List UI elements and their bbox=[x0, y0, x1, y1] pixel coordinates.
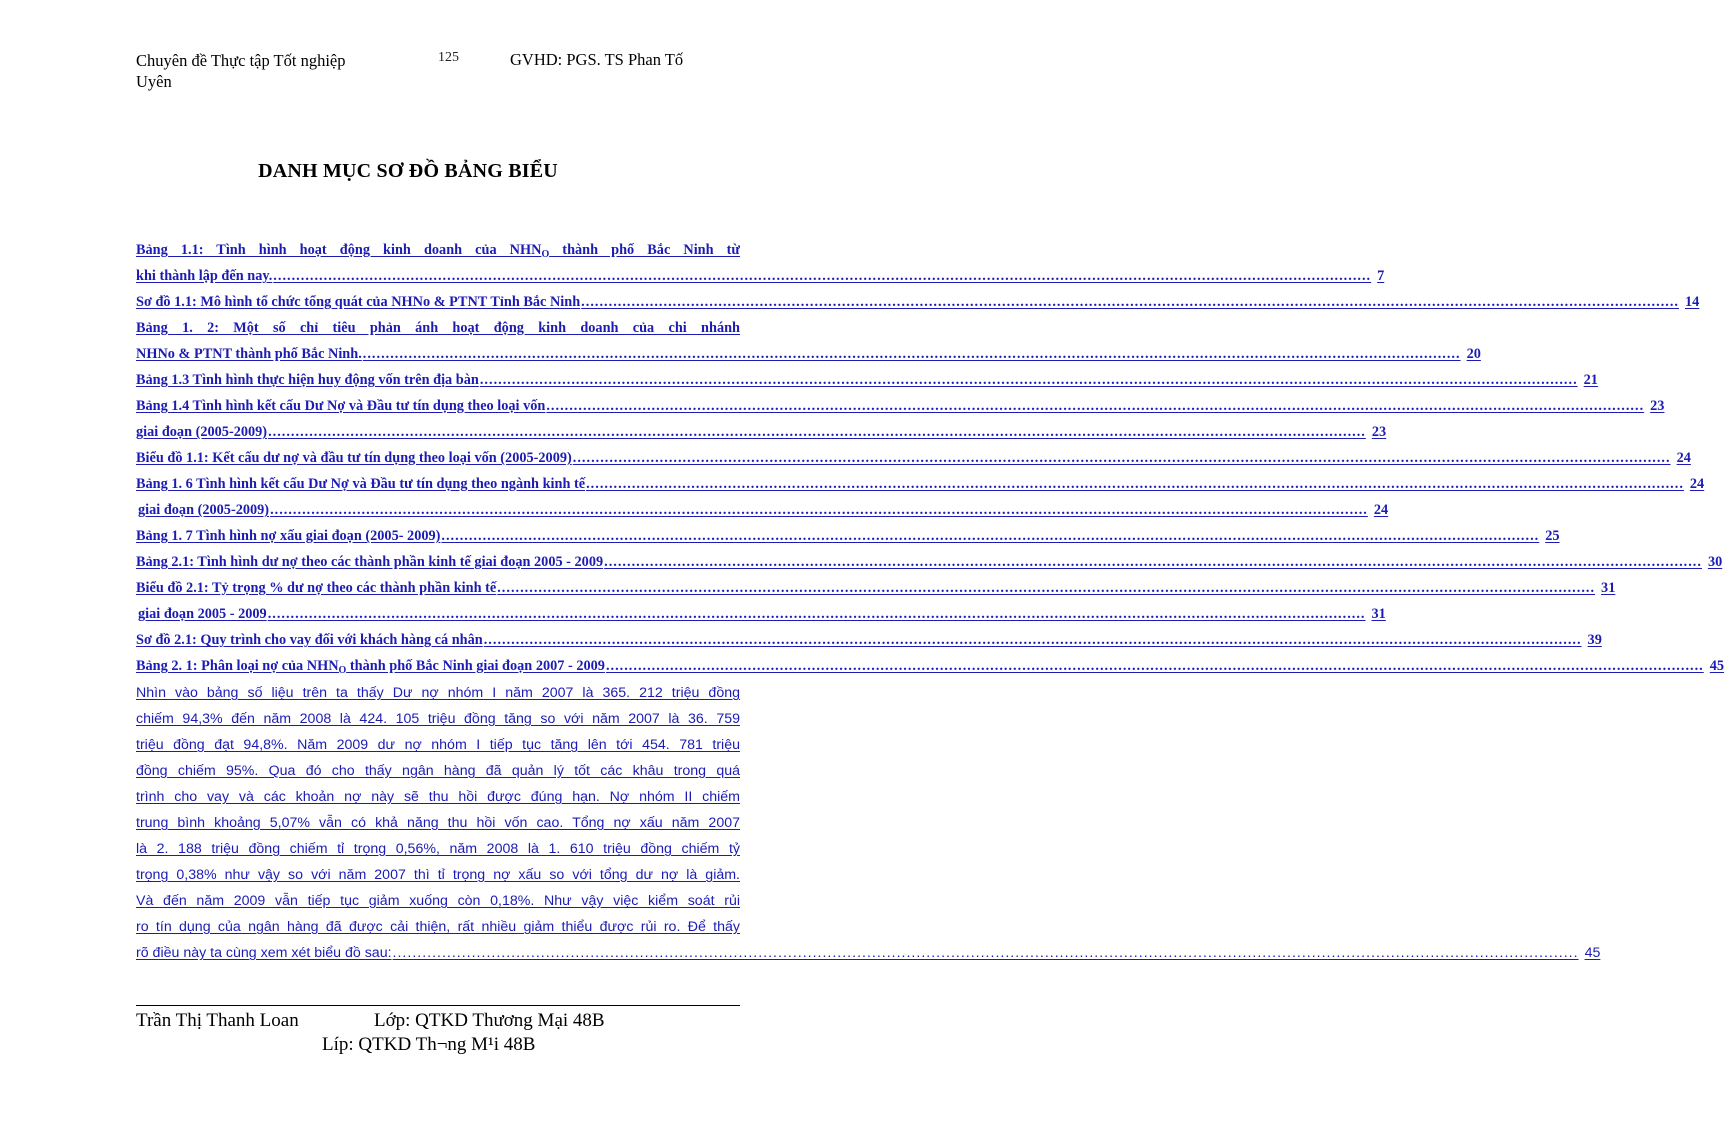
footer-class-label-duplicate: Líp: QTKD Th¬ng M¹i 48B bbox=[322, 1034, 536, 1055]
toc-entry[interactable] bbox=[136, 233, 740, 259]
toc-entry[interactable] bbox=[136, 493, 1389, 519]
toc-entry-title-part: thành phố Bắc Ninh từ bbox=[549, 242, 740, 258]
toc-entry-title: Bảng 1. 2: Một số chỉ tiêu phản ánh hoạt động kinh doanh của chi nhánh bbox=[136, 320, 740, 336]
paragraph-text: trung bình khoảng 5,07% vẫn có khả năng thu hồi vốn cao. Tổng nợ xấu năm 2007 bbox=[136, 815, 740, 831]
toc-entry-title: Bảng 2.1: Tình hình dư nợ theo các thành phần kinh tế giai đoạn 2005 - 2009 bbox=[136, 554, 604, 570]
toc-leader-dots bbox=[604, 554, 1702, 571]
header-left-line2: Uyên bbox=[136, 72, 172, 91]
toc-leader-dots bbox=[441, 528, 1539, 545]
toc-entry-title: NHNo & PTNT thành phố Bắc Ninh. bbox=[136, 346, 362, 362]
toc-entry[interactable] bbox=[136, 597, 1386, 623]
toc-leader-dots bbox=[581, 294, 1679, 311]
toc-paragraph-line[interactable] bbox=[136, 883, 740, 909]
footer-class-label: Lớp: QTKD Thương Mại 48B bbox=[374, 1010, 605, 1031]
toc-entry-title: giai đoạn (2005-2009) bbox=[138, 502, 270, 518]
toc-entry-title: Sơ đồ 2.1: Quy trình cho vay đối với khách hàng cá nhân bbox=[136, 632, 483, 648]
toc-entry-title bbox=[136, 242, 740, 259]
toc-leader-dots bbox=[484, 632, 1582, 649]
page-title: DANH MỤC SƠ ĐỒ BẢNG BIỂU bbox=[258, 160, 558, 182]
toc-paragraph-line[interactable] bbox=[136, 935, 1601, 961]
toc-entry-page: 30 bbox=[1707, 554, 1723, 570]
toc-paragraph-line[interactable] bbox=[136, 675, 740, 701]
paragraph-text: rõ điều này ta cùng xem xét biểu đồ sau: bbox=[136, 945, 392, 961]
toc-entry[interactable] bbox=[136, 467, 1705, 493]
toc-entry-title: giai đoạn 2005 - 2009 bbox=[138, 606, 267, 622]
toc-leader-dots bbox=[586, 476, 1684, 493]
toc-entry-title: Bảng 1.4 Tình hình kết cấu Dư Nợ và Đầu tư tín dụng theo loại vốn bbox=[136, 398, 546, 414]
toc-entry-title: Bảng 1.3 Tình hình thực hiện huy động vốn trên địa bàn bbox=[136, 372, 479, 388]
toc-paragraph-line[interactable] bbox=[136, 857, 740, 883]
toc-entry[interactable] bbox=[136, 415, 1387, 441]
toc-paragraph-line[interactable] bbox=[136, 805, 740, 831]
toc-entry-title-part: thành phố Bắc Ninh giai đoạn 2007 - 2009 bbox=[346, 658, 605, 674]
toc-entry-page: 31 bbox=[1371, 606, 1386, 622]
toc-entry-page: 14 bbox=[1684, 294, 1700, 310]
toc-entry-title: Biểu đồ 1.1: Kết cấu dư nợ và đầu tư tín dụng theo loại vốn (2005-2009) bbox=[136, 450, 572, 466]
header-right: GVHD: PGS. TS Phan Tố bbox=[510, 50, 684, 69]
header-left bbox=[136, 50, 346, 92]
toc-leader-dots bbox=[268, 424, 1366, 441]
toc-entry[interactable] bbox=[136, 623, 1602, 649]
toc-entry[interactable] bbox=[136, 519, 1560, 545]
toc-entry[interactable] bbox=[136, 311, 740, 337]
subscript: O bbox=[338, 665, 347, 676]
toc-leader-dots bbox=[606, 658, 1704, 675]
paragraph-text: trình cho vay và các khoản nợ này sẽ thu hồi được đúng hạn. Nợ nhóm II chiếm bbox=[136, 789, 740, 805]
toc-entry[interactable] bbox=[136, 285, 1700, 311]
toc-entry[interactable] bbox=[136, 389, 1665, 415]
header-left-line1: Chuyên đề Thực tập Tốt nghiệp bbox=[136, 51, 346, 70]
toc-leader-dots bbox=[546, 398, 1644, 415]
header-page-number: 125 bbox=[438, 50, 459, 65]
paragraph-text: chiếm 94,3% đến năm 2008 là 424. 105 triệu đồng tăng so với năm 2007 là 36. 759 bbox=[136, 711, 740, 727]
toc-leader-dots bbox=[363, 346, 1461, 363]
toc-paragraph-line[interactable] bbox=[136, 779, 740, 805]
toc-entry-page: 24 bbox=[1676, 450, 1691, 466]
toc-entry-title: khi thành lập đến nay. bbox=[136, 268, 273, 284]
paragraph-text: trọng 0,38% như vậy so với năm 2007 thì tỉ trọng nợ xấu so với tổng dư nợ là giảm. bbox=[136, 867, 740, 883]
toc-entry[interactable] bbox=[136, 363, 1598, 389]
toc-entry-page: 45 bbox=[1584, 945, 1601, 961]
subscript: O bbox=[541, 249, 550, 260]
toc-paragraph-line[interactable] bbox=[136, 831, 740, 857]
toc-entry[interactable] bbox=[136, 259, 1385, 285]
toc-entry-page: 31 bbox=[1601, 580, 1616, 596]
table-of-contents bbox=[136, 233, 1724, 961]
toc-paragraph-line[interactable] bbox=[136, 909, 740, 935]
toc-entry-title: Bảng 1. 7 Tình hình nợ xấu giai đoạn (2005- 2009) bbox=[136, 528, 441, 544]
toc-entry-page: 24 bbox=[1689, 476, 1705, 492]
toc-paragraph-line[interactable] bbox=[136, 753, 740, 779]
toc-entry-title-part: Bảng 1.1: Tình hình hoạt động kinh doanh của NHN bbox=[136, 242, 542, 258]
toc-paragraph-line[interactable] bbox=[136, 727, 740, 753]
toc-entry-title bbox=[136, 658, 605, 675]
toc-entry[interactable] bbox=[136, 571, 1616, 597]
paragraph-text: Nhìn vào bảng số liệu trên ta thấy Dư nợ nhóm I năm 2007 là 365. 212 triệu đồng bbox=[136, 685, 740, 701]
toc-leader-dots bbox=[270, 502, 1368, 519]
toc-entry-page: 7 bbox=[1377, 268, 1385, 284]
toc-leader-dots bbox=[480, 372, 1578, 389]
toc-paragraph-line[interactable] bbox=[136, 701, 740, 727]
toc-entry-title: Sơ đồ 1.1: Mô hình tổ chức tổng quát của NHNo & PTNT Tỉnh Bắc Ninh bbox=[136, 294, 581, 310]
toc-entry[interactable] bbox=[136, 441, 1691, 467]
toc-leader-dots bbox=[497, 580, 1595, 597]
toc-entry-page: 25 bbox=[1545, 528, 1560, 544]
toc-leader-dots bbox=[273, 268, 1371, 285]
paragraph-text: là 2. 188 triệu đồng chiếm tỉ trọng 0,56%, năm 2008 là 1. 610 triệu đồng chiếm tỷ bbox=[136, 841, 740, 857]
toc-entry[interactable] bbox=[136, 337, 1481, 363]
toc-entry-title: Biểu đồ 2.1: Tỷ trọng % dư nợ theo các thành phần kinh tế bbox=[136, 580, 497, 596]
toc-leader-dots bbox=[268, 606, 1366, 623]
toc-entry[interactable] bbox=[136, 545, 1723, 571]
toc-entry-page: 24 bbox=[1373, 502, 1389, 518]
footer-author-name: Trần Thị Thanh Loan bbox=[136, 1010, 299, 1031]
toc-entry-page: 45 bbox=[1709, 658, 1724, 674]
toc-entry-title: Bảng 1. 6 Tình hình kết cấu Dư Nợ và Đầu tư tín dụng theo ngành kinh tế bbox=[136, 476, 586, 492]
toc-leader-dots bbox=[573, 450, 1671, 467]
toc-entry-title-part: Bảng 2. 1: Phân loại nợ của NHN bbox=[136, 658, 339, 674]
footer-divider bbox=[136, 1005, 740, 1006]
paragraph-text: đồng chiếm 95%. Qua đó cho thấy ngân hàng đã quản lý tốt các khâu trong quá bbox=[136, 763, 740, 779]
paragraph-text: ro tín dụng của ngân hàng đã được cải thiện, rất nhiều giảm thiểu được rủi ro. Để thấy bbox=[136, 919, 740, 935]
toc-entry-page: 21 bbox=[1583, 372, 1598, 388]
toc-leader-dots bbox=[393, 945, 1579, 961]
paragraph-text: Và đến năm 2009 vẫn tiếp tục giảm xuống còn 0,18%. Như vậy việc kiểm soát rủi bbox=[136, 893, 740, 909]
toc-entry-title: giai đoạn (2005-2009) bbox=[136, 424, 268, 440]
toc-entry[interactable] bbox=[136, 649, 1724, 676]
toc-entry-page: 23 bbox=[1650, 398, 1665, 414]
toc-entry-page: 39 bbox=[1587, 632, 1602, 648]
paragraph-text: triệu đồng đạt 94,8%. Năm 2009 dư nợ nhóm I tiếp tục tăng lên tới 454. 781 triệu bbox=[136, 737, 740, 753]
toc-entry-page: 23 bbox=[1371, 424, 1387, 440]
toc-entry-page: 20 bbox=[1466, 346, 1481, 362]
